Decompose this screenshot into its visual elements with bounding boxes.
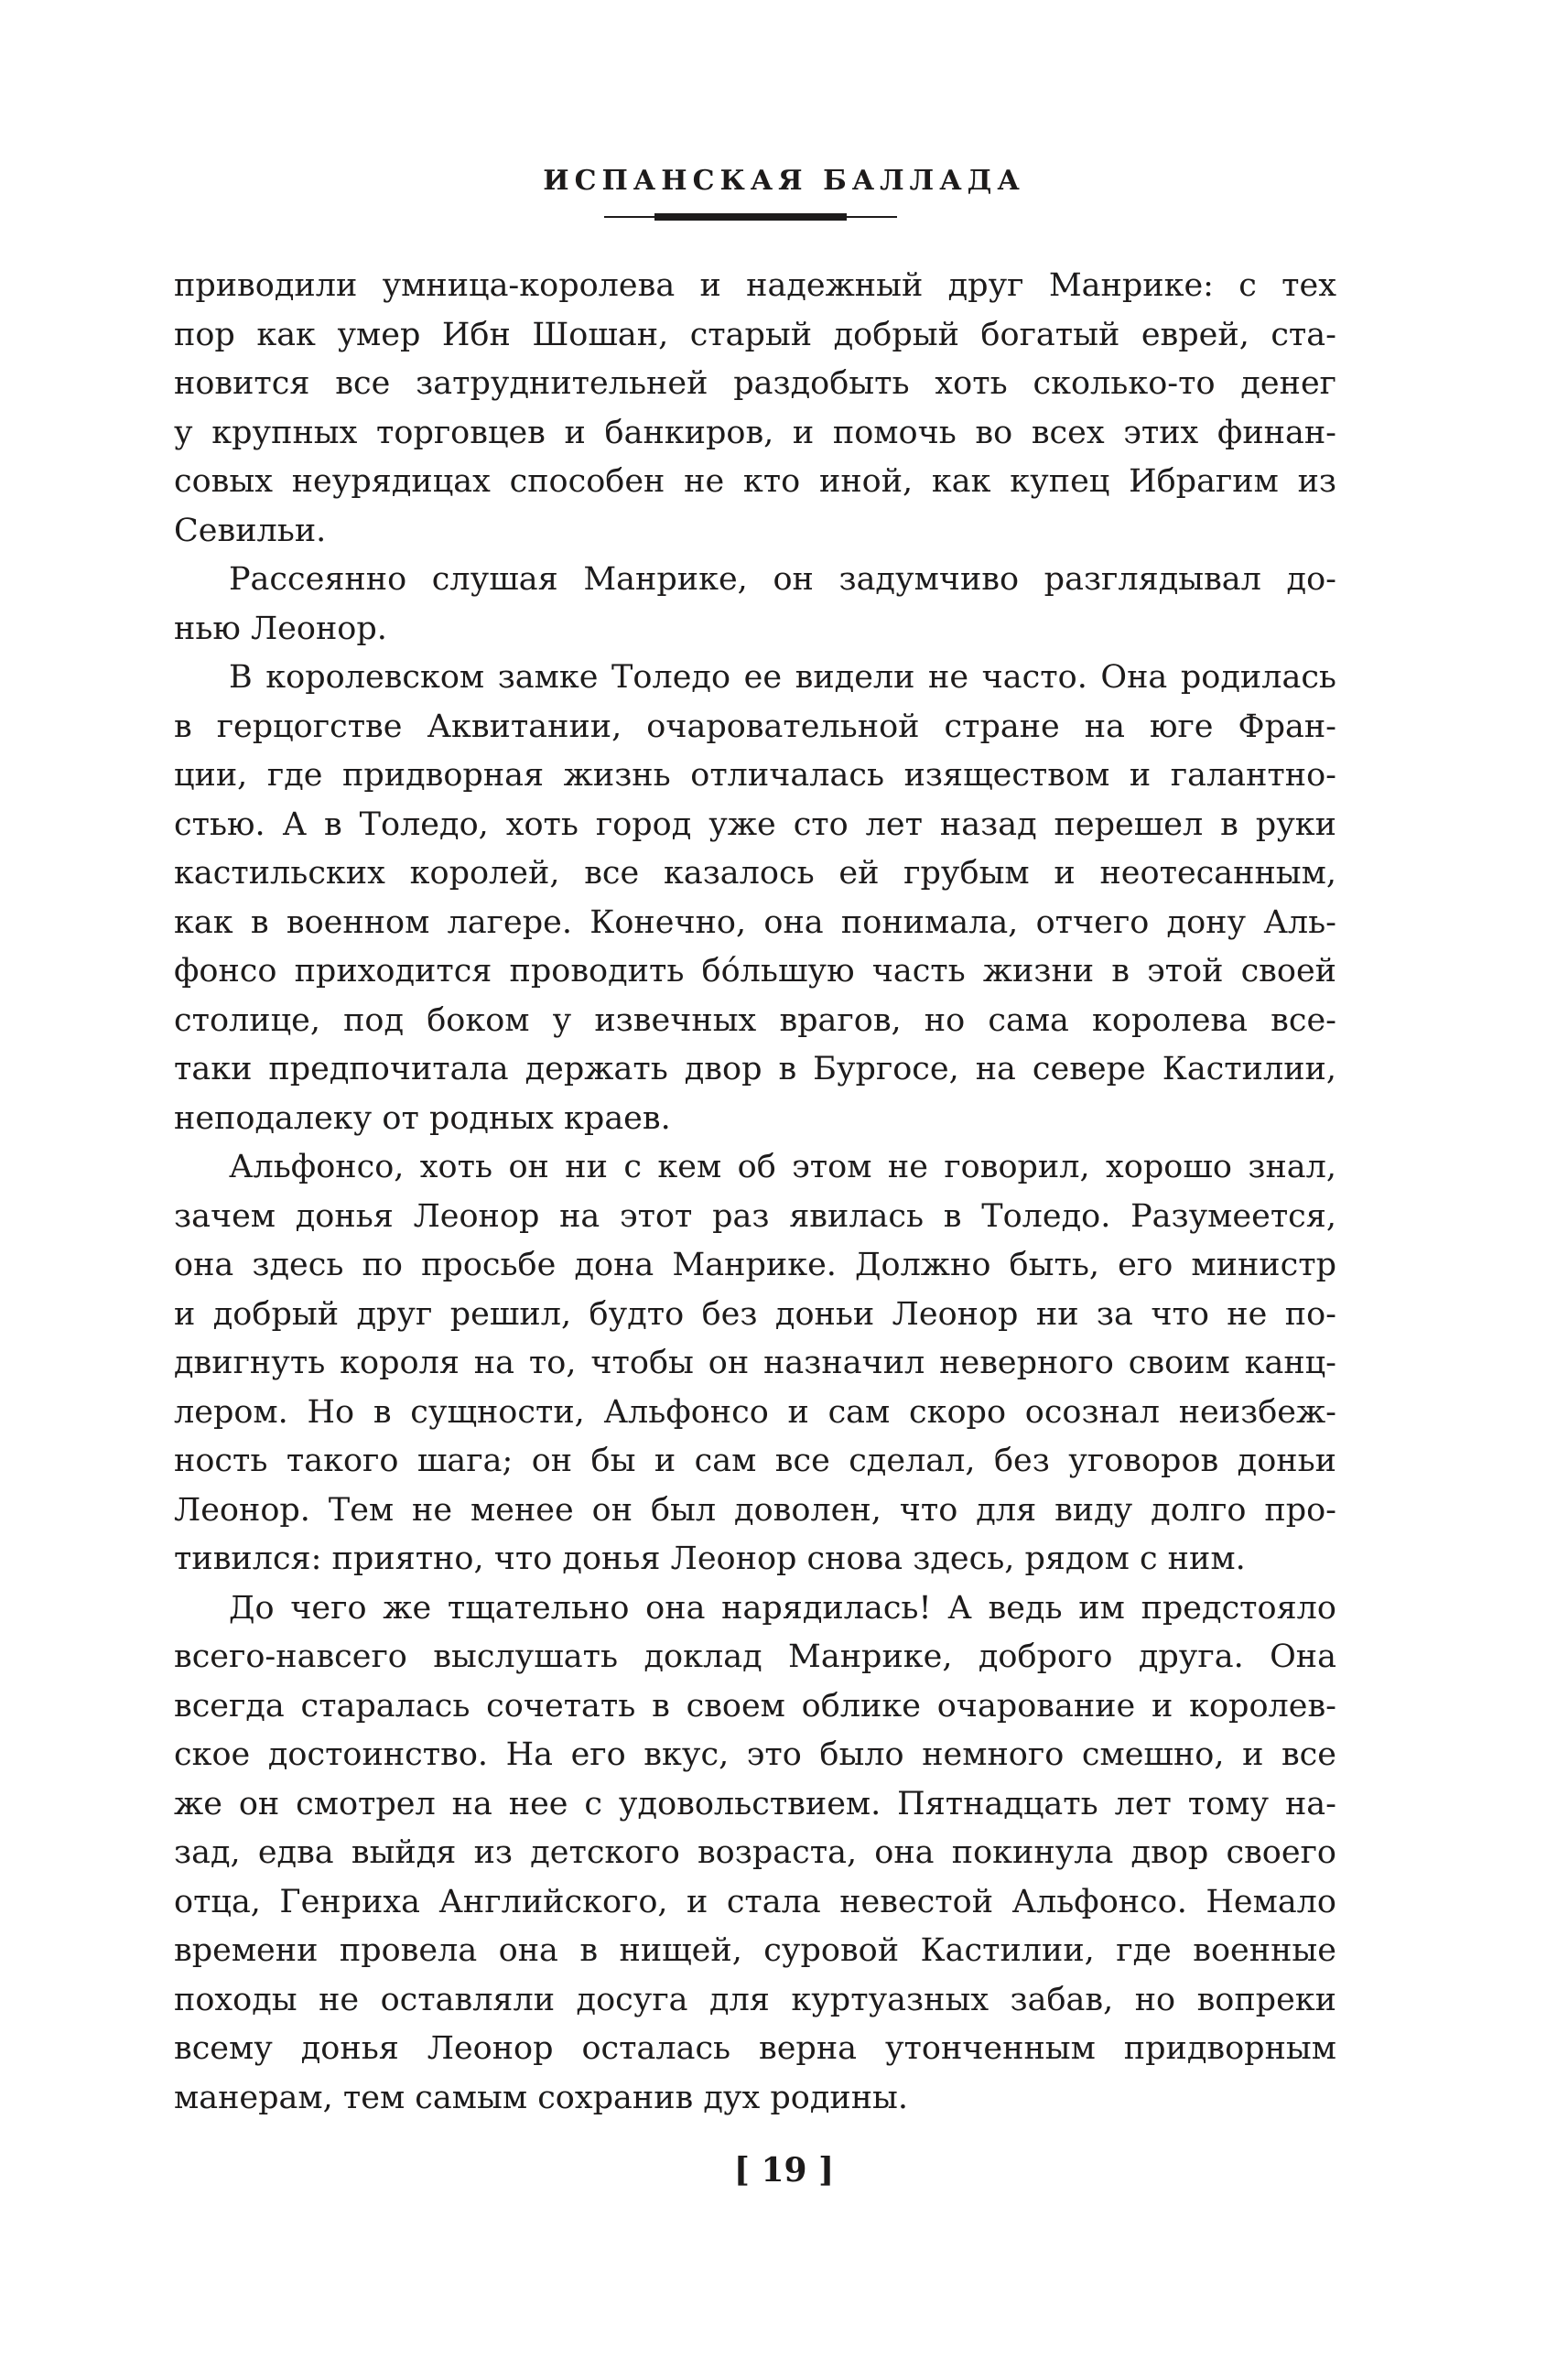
text-line: В королевском замке Толедо ее видели не часто. Она родилась — [229, 659, 1336, 696]
text-line: Леонор. Тем не менее он был доволен, что для виду долго про- — [174, 1491, 1336, 1529]
text-line: как в военном лагере. Конечно, она понимала, отчего дону Аль- — [174, 903, 1336, 941]
text-line: у крупных торговцев и банкиров, и помочь во всех этих финан- — [174, 414, 1336, 451]
page-number: [ 19 ] — [733, 2151, 835, 2190]
text-line: приводили умница-королева и надежный друг Манрике: с тех — [174, 267, 1336, 304]
text-line: времени провела она в нищей, суровой Кастилии, где военные — [174, 1932, 1336, 1969]
text-line: в герцогстве Аквитании, очаровательной стране на юге Фран- — [174, 708, 1336, 745]
text-line: Рассеянно слушая Манрике, он задумчиво разглядывал до- — [229, 561, 1336, 598]
text-line: ции, где придворная жизнь отличалась изяществом и галантно- — [174, 757, 1336, 794]
text-line: всего-навсего выслушать доклад Манрике, доброго друга. Она — [174, 1638, 1336, 1675]
text-line: нью Леонор. — [174, 610, 387, 647]
text-line: До чего же тщательно она нарядилась! А ведь им предстояло — [229, 1589, 1336, 1627]
text-line: же он смотрел на нее с удовольствием. Пятнадцать лет тому на- — [174, 1785, 1336, 1822]
text-line: всегда старалась сочетать в своем облике очарование и королев- — [174, 1687, 1336, 1725]
text-line: ность такого шага; он бы и сам все сделал, без уговоров доньи — [174, 1443, 1336, 1479]
text-line: кастильских королей, все казалось ей грубым и неотесанным, — [174, 855, 1336, 892]
text-line: таки предпочитала держать двор в Бургосе, на севере Кастилии, — [174, 1051, 1336, 1087]
text-line: Севильи. — [174, 512, 327, 549]
text-line: отца, Генриха Английского, и стала невестой Альфонсо. Немало — [174, 1883, 1336, 1920]
text-line: и добрый друг решил, будто без доньи Леонор ни за что не по- — [174, 1295, 1336, 1333]
text-line: она здесь по просьбе дона Манрике. Должно быть, его министр — [174, 1247, 1336, 1283]
header-rule-accent — [654, 213, 847, 221]
text-line: походы не оставляли досуга для куртуазных забав, но вопреки — [174, 1981, 1336, 2018]
text-line: пор как умер Ибн Шошан, старый добрый богатый еврей, ста- — [174, 316, 1336, 353]
text-line: новится все затруднительней раздобыть хоть сколько-то денег — [174, 365, 1336, 402]
text-line: неподалеку от родных краев. — [174, 1099, 671, 1137]
text-line: ское достоинство. На его вкус, это было немного смешно, и все — [174, 1736, 1336, 1773]
text-line: зад, едва выйдя из детского возраста, она покинула двор своего — [174, 1834, 1336, 1871]
text-line: фонсо приходится проводить бóльшую часть жизни в этой своей — [174, 953, 1336, 989]
text-line: двигнуть короля на то, чтобы он назначил неверного своим канц- — [174, 1345, 1336, 1381]
text-line: тивился: приятно, что донья Леонор снова здесь, рядом с ним. — [174, 1541, 1246, 1577]
text-line: лером. Но в сущности, Альфонсо и сам скоро осознал неизбеж- — [174, 1393, 1336, 1431]
text-line: столице, под боком у извечных врагов, но сама королева все- — [174, 1001, 1336, 1039]
running-head: ИСПАНСКАЯ БАЛЛАДА — [543, 165, 1025, 197]
text-line: зачем донья Леонор на этот раз явилась в Толедо. Разумеется, — [174, 1197, 1336, 1235]
text-line: Альфонсо, хоть он ни с кем об этом не говорил, хорошо знал, — [229, 1149, 1336, 1185]
text-line: манерам, тем самым сохранив дух родины. — [174, 2079, 909, 2116]
text-line: стью. А в Толедо, хоть город уже сто лет назад перешел в руки — [174, 806, 1336, 843]
text-line: всему донья Леонор осталась верна утонченным придворным — [174, 2030, 1336, 2067]
text-line: совых неурядицах способен не кто иной, как купец Ибрагим из — [174, 463, 1336, 500]
body-text — [174, 262, 1336, 2123]
